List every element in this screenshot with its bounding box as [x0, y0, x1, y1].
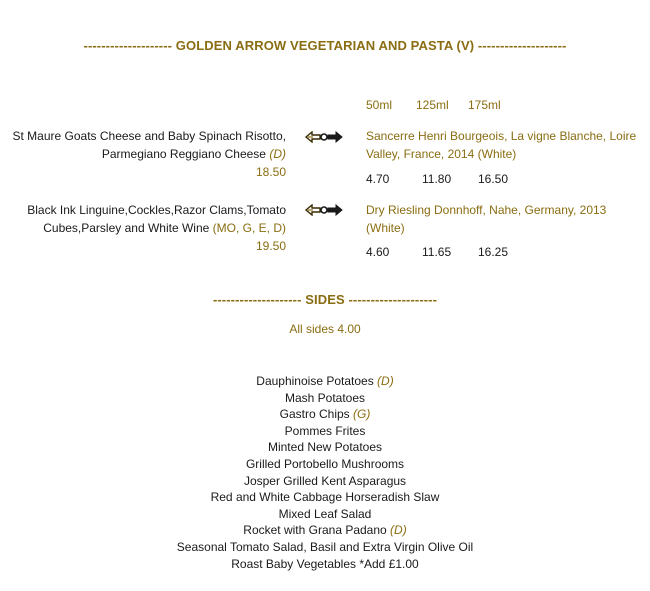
- section-title: -------------------- GOLDEN ARROW VEGETARIAN AND PASTA (V) --------------------: [83, 38, 567, 53]
- list-item: Josper Grilled Kent Asparagus: [243, 473, 407, 488]
- list-item: Roast Baby Vegetables *Add £1.00: [231, 556, 419, 571]
- list-item: Minted New Potatoes: [267, 440, 383, 455]
- dish-item: [0, 201, 286, 255]
- list-item: Rocket with Grana Padano (D): [243, 523, 407, 538]
- pairing-arrow-icon: [304, 204, 344, 216]
- glass-sizes: [366, 98, 501, 112]
- dish-allergen: (MO, G, E, D): [212, 221, 286, 235]
- list-item: Red and White Cabbage Horseradish Slaw: [210, 490, 440, 505]
- all-sides-price: All sides 4.00: [289, 322, 361, 336]
- dish-name-line2: Parmegiano Reggiano Cheese (D): [101, 147, 286, 161]
- list-item: Dauphinoise Potatoes (D): [256, 374, 394, 388]
- wine-price-175ml: 16.50: [478, 172, 509, 186]
- dish-name-line1: Black Ink Linguine,Cockles,Razor Clams,Tomato: [27, 203, 286, 217]
- wine-price-50ml: 4.70: [366, 172, 390, 186]
- wine-price-175ml: 16.25: [478, 245, 509, 259]
- dish-allergen: (D): [269, 147, 286, 161]
- wine-price-50ml: 4.60: [366, 245, 390, 259]
- wine-prices: [366, 245, 508, 259]
- dish-price: 19.50: [255, 239, 286, 253]
- list-item: Pommes Frites: [284, 423, 366, 438]
- size-125ml: 125ml: [416, 98, 449, 112]
- list-item: Mixed Leaf Salad: [278, 506, 372, 521]
- sides-list: [0, 373, 650, 572]
- wine-pairing: Sancerre Henri Bourgeois, La vigne Blanche, Loire Valley, France, 2014 (White): [366, 129, 637, 161]
- dish-item: [0, 127, 286, 181]
- list-item: Gastro Chips (G): [279, 407, 371, 422]
- list-item: Mash Potatoes: [284, 390, 366, 405]
- wine-price-125ml: 11.65: [422, 245, 452, 259]
- dish-name-line1: St Maure Goats Cheese and Baby Spinach Risotto,: [12, 129, 286, 143]
- dish-price: 18.50: [255, 165, 286, 179]
- list-item: Grilled Portobello Mushrooms: [245, 456, 405, 471]
- wine-pairing: Dry Riesling Donnhoff, Nahe, Germany, 2013 (White): [366, 203, 607, 235]
- size-175ml: 175ml: [468, 98, 501, 112]
- list-item: Seasonal Tomato Salad, Basil and Extra Virgin Olive Oil: [176, 539, 474, 554]
- sides-title: -------------------- SIDES --------------------: [212, 292, 438, 307]
- wine-price-125ml: 11.80: [422, 172, 452, 186]
- dish-name-line2: Cubes,Parsley and White Wine (MO, G, E, D): [43, 221, 286, 235]
- wine-prices: [366, 172, 508, 186]
- pairing-arrow-icon: [304, 131, 344, 143]
- size-50ml: 50ml: [366, 98, 393, 112]
